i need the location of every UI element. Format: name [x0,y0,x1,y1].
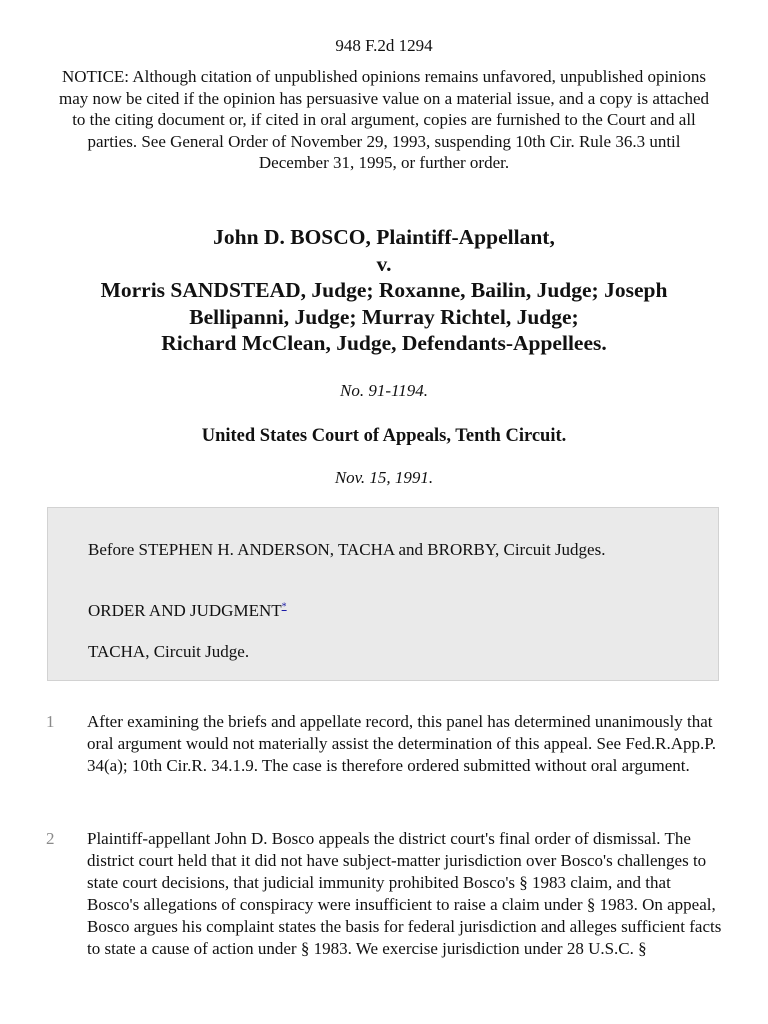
plaintiff-line: John D. BOSCO, Plaintiff-Appellant, [213,225,555,249]
case-caption [30,224,738,357]
defendants-line-2: Bellipanni, Judge; Murray Richtel, Judge; [189,304,579,329]
unpublished-notice: NOTICE: Although citation of unpublished opinions remains unfavored, unpublished opinions may now be cited if the opinion has persuasive value on a material issue, and a copy is attached to the citing document or, if cited in oral argument, copies are furnished to the Court and all parties. See General Order of November 29, 1993, suspending 10th Cir. Rule 36.3 until December 31, 1995, or further order. [58,67,710,172]
defendants-line-3: Richard McClean, Judge, Defendants-Appellees. [161,331,607,355]
panel-box [47,507,719,681]
decision-date: Nov. 15, 1991. [334,468,434,487]
paragraph-text: Plaintiff-appellant John D. Bosco appeals the district court's final order of dismissal. The district court held that it did not have subject-matter jurisdiction over Bosco's challenges to state court decisions, that judicial immunity prohibited Bosco's § 1983 claim, and that Bosco's allegations of conspiracy were insufficient to raise a claim under § 1983. On appeal, Bosco argues his complaint states the basis for federal jurisdiction and alleges sufficient facts to state a cause of action under § 1983. We exercise jurisdiction under 28 U.S.C. § [87,829,722,958]
authoring-judge: TACHA, Circuit Judge. [88,642,250,661]
versus-line: v. [376,251,392,276]
docket-number: No. 91-1194. [340,381,428,400]
panel-judges: Before STEPHEN H. ANDERSON, TACHA and BRORBY, Circuit Judges. [88,540,606,559]
order-title: ORDER AND JUDGMENT [88,601,282,620]
court-name: United States Court of Appeals, Tenth Circuit. [201,426,567,446]
defendants-line-1: Morris SANDSTEAD, Judge; Roxanne, Bailin, Judge; Joseph [100,278,668,302]
paragraph-number: 1 [46,712,55,731]
case-citation: 948 F.2d 1294 [335,36,433,55]
paragraph-number: 2 [46,829,55,848]
paragraph-text: After examining the briefs and appellate record, this panel has determined unanimously that oral argument would not materially assist the determination of this appeal. See Fed.R.App.P. 34(a); 10th Cir.R. 34.1.9. The case is therefore ordered submitted without oral argument. [87,712,717,775]
order-heading [88,600,688,622]
footnote-link[interactable]: * [281,601,287,613]
